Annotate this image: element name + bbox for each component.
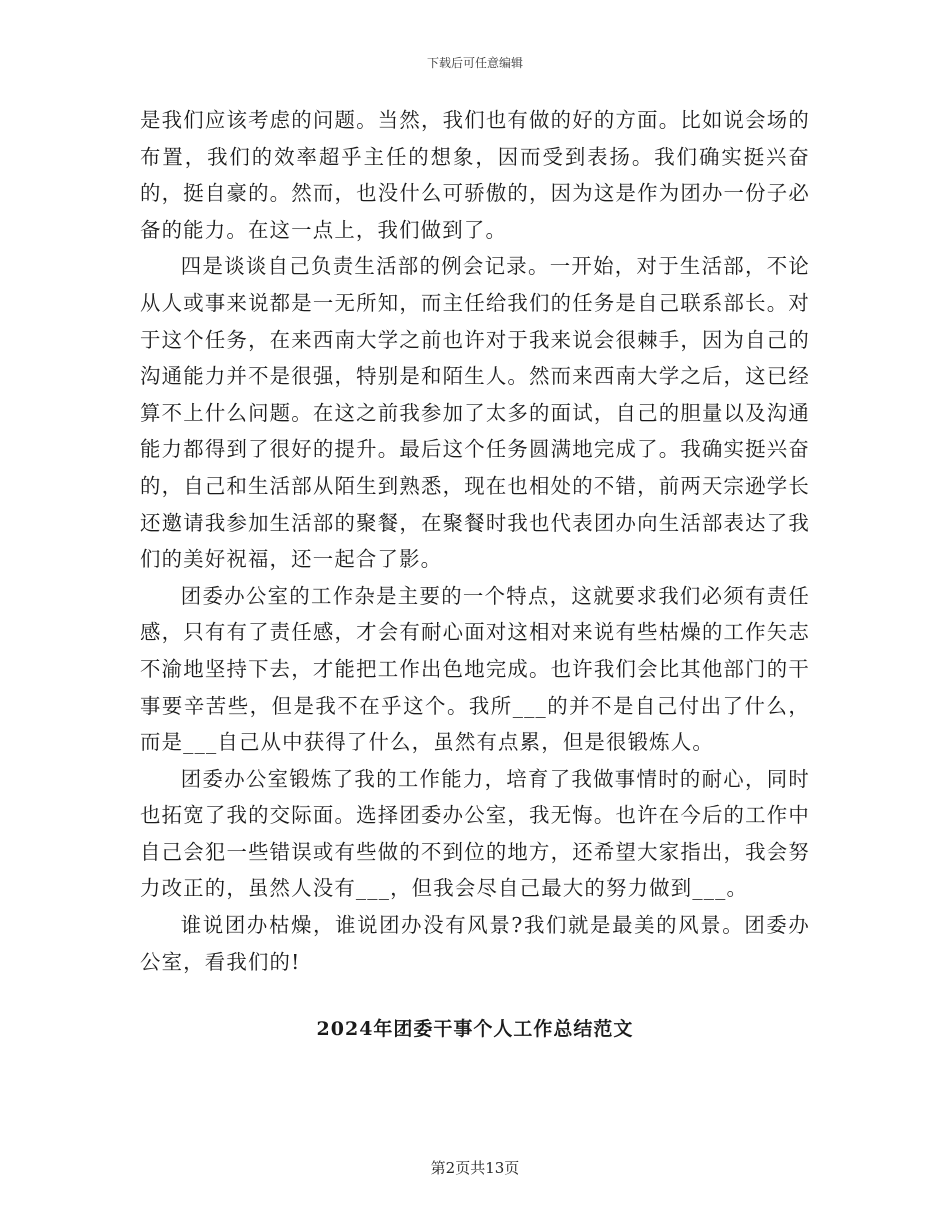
section-title: 2024年团委干事个人工作总结范文 bbox=[316, 1018, 634, 1040]
body-paragraph-2: 四是谈谈自己负责生活部的例会记录。一开始，对于生活部，不论从人或事来说都是一无所知，而主任给我们的任务是自己联系部长。对于这个任务，在来西南大学之前也许对于我来说会很棘手，因为自己的沟通能力并不是很强，特别是和陌生人。然而来西南大学之后，这已经算不上什么问题。在这之前我参加了太多的面试，自己的胆量以及沟通能力都得到了很好的提升。最后这个任务圆满地完成了。我确实挺兴奋的，自己和生活部从陌生到熟悉，现在也相处的不错，前两天宗逊学长还邀请我参加生活部的聚餐，在聚餐时我也代表团办向生活部表达了我们的美好祝福，还一起合了影。 bbox=[140, 254, 810, 572]
body-paragraph-3: 团委办公室的工作杂是主要的一个特点，这就要求我们必须有责任感，只有有了责任感，才会有耐心面对这相对来说有些枯燥的工作矢志不渝地坚持下去，才能把工作出色地完成。也许我们会比其他部门的干事要辛苦些，但是我不在乎这个。我所___的并不是自己付出了什么，而是___自己从中获得了什么，虽然有点累，但是很锻炼人。 bbox=[140, 583, 810, 755]
body-paragraph-1: 是我们应该考虑的问题。当然，我们也有做的好的方面。比如说会场的布置，我们的效率超乎主任的想象，因而受到表扬。我们确实挺兴奋的，挺自豪的。然而，也没什么可骄傲的，因为这是作为团办一份子必备的能力。在这一点上，我们做到了。 bbox=[140, 108, 810, 242]
body-paragraph-5: 谁说团办枯燥，谁说团办没有风景?我们就是最美的风景。团委办公室，看我们的! bbox=[140, 913, 810, 974]
body-paragraph-4: 团委办公室锻炼了我的工作能力，培育了我做事情时的耐心，同时也拓宽了我的交际面。选择团委办公室，我无悔。也许在今后的工作中自己会犯一些错误或有些做的不到位的地方，还希望大家指出，我会努力改正的，虽然人没有___，但我会尽自己最大的努力做到___。 bbox=[140, 766, 810, 901]
header-note: 下载后可任意编辑 bbox=[426, 56, 523, 70]
page-number: 第2页共13页 bbox=[430, 1159, 520, 1177]
document-body bbox=[140, 102, 810, 980]
